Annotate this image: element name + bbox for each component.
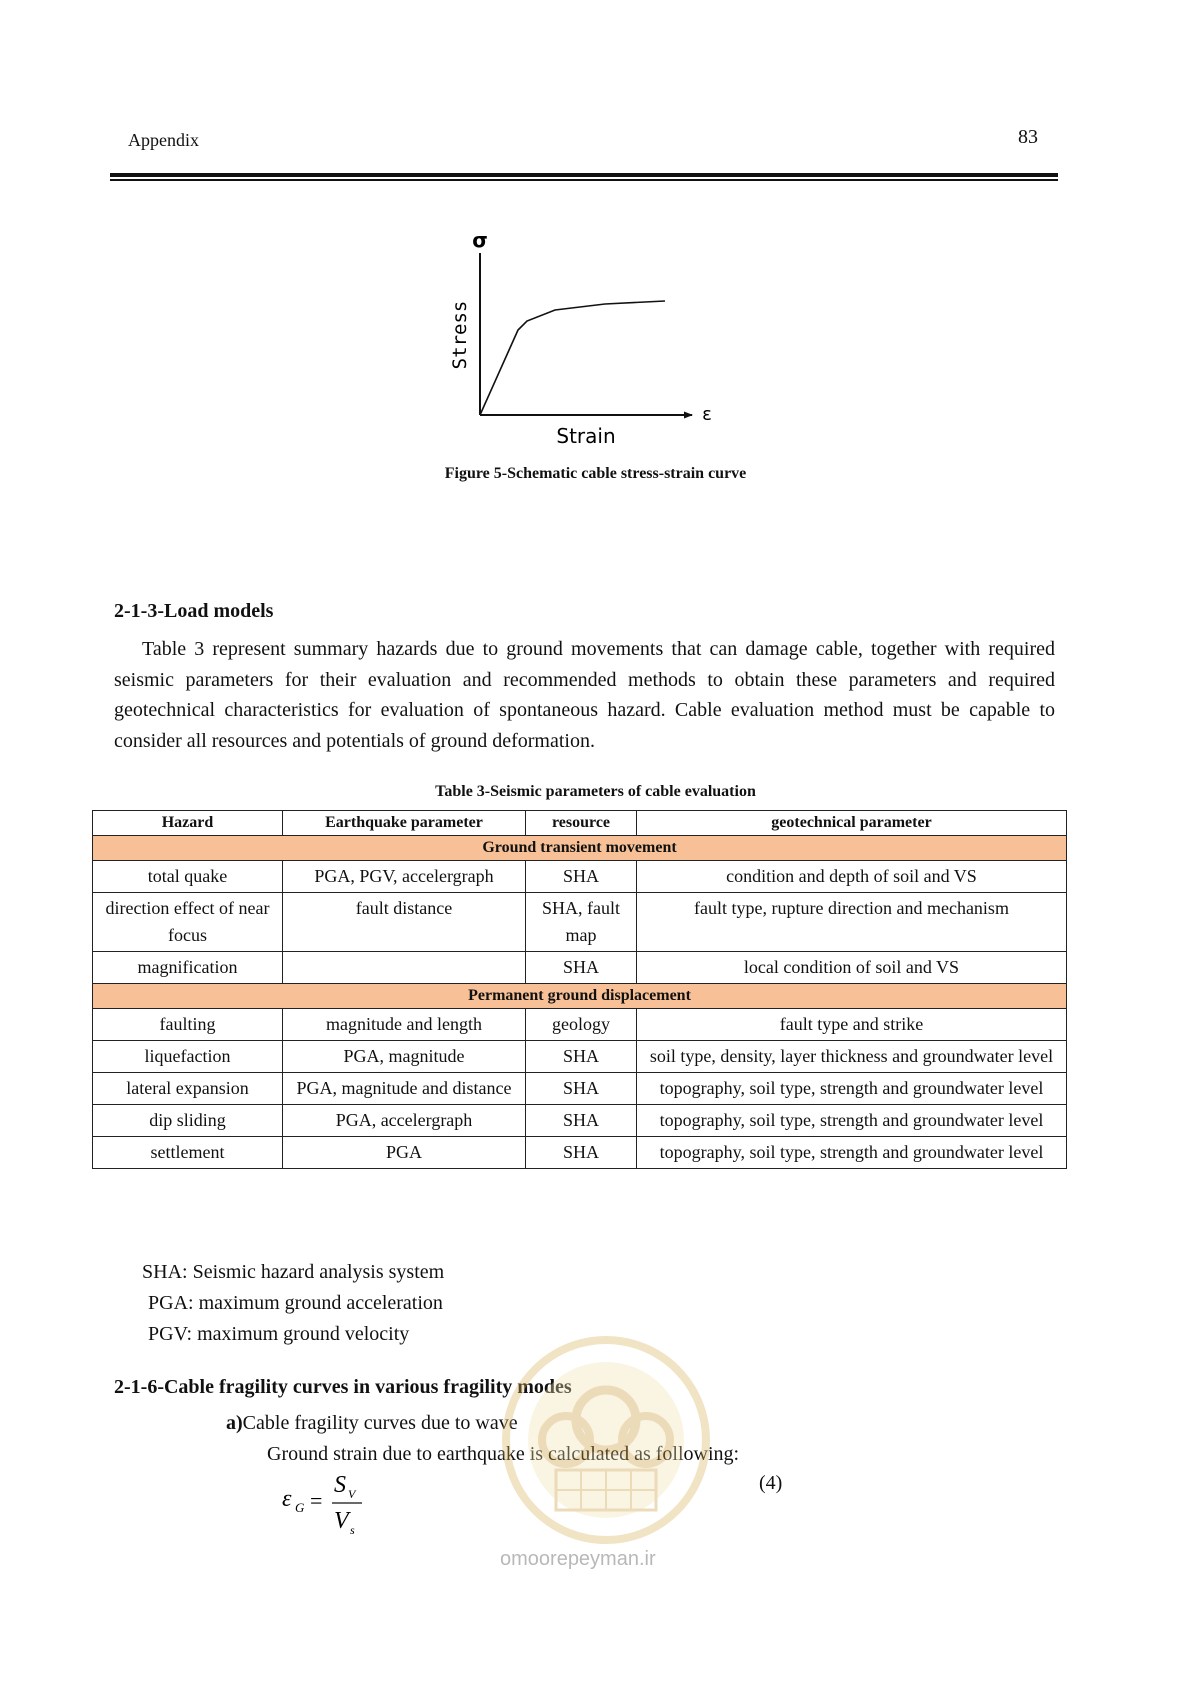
table-row <box>93 1137 1067 1169</box>
eq-equals: = <box>310 1488 323 1513</box>
subsection-title: Cable fragility curves due to wave <box>242 1412 518 1434</box>
figure-caption: Figure 5-Schematic cable stress-strain curve <box>444 465 747 482</box>
watermark-text: omoorepeyman.ir <box>500 1548 656 1570</box>
cell-geotechnical-parameter: fault type and strike <box>637 1009 1067 1041</box>
cell-hazard: liquefaction <box>93 1041 283 1073</box>
eq-denominator-sub: s <box>350 1523 355 1537</box>
cell-resource: SHA <box>526 861 637 893</box>
table-section-row <box>93 836 1067 861</box>
cell-resource: SHA <box>526 952 637 984</box>
cell-geotechnical-parameter: fault type, rupture direction and mechanism <box>637 893 1067 952</box>
section-ground-transient: Ground transient movement <box>93 836 1067 861</box>
section-heading-load-models: 2-1-3-Load models <box>114 600 274 622</box>
cell-hazard: faulting <box>93 1009 283 1041</box>
cell-geotechnical-parameter: soil type, density, layer thickness and groundwater level <box>637 1041 1067 1073</box>
subsection-a <box>226 1412 518 1435</box>
section-permanent-displacement: Permanent ground displacement <box>93 984 1067 1009</box>
cell-earthquake-parameter: fault distance <box>283 893 526 952</box>
header-geotechnical-parameter: geotechnical parameter <box>637 811 1067 836</box>
header-resource: resource <box>526 811 637 836</box>
sigma-symbol: σ <box>472 228 488 252</box>
page-number: 83 <box>1018 126 1038 148</box>
cell-resource: SHA <box>526 1041 637 1073</box>
eq-lhs: ε <box>282 1486 292 1512</box>
eq-numerator-sub: V <box>348 1487 356 1501</box>
section-heading-fragility: 2-1-6-Cable fragility curves in various fragility modes <box>114 1376 572 1398</box>
cell-resource: SHA, fault map <box>526 893 637 952</box>
table-row <box>93 893 1067 952</box>
note-pga: PGA: maximum ground acceleration <box>148 1292 443 1314</box>
cell-geotechnical-parameter: local condition of soil and VS <box>637 952 1067 984</box>
table-row <box>93 1009 1067 1041</box>
table-row <box>93 1041 1067 1073</box>
cell-earthquake-parameter: magnitude and length <box>283 1009 526 1041</box>
cell-earthquake-parameter: PGA, accelergraph <box>283 1105 526 1137</box>
body-paragraph: Table 3 represent summary hazards due to ground movements that can damage cable, together with required seismic parameters for their evaluation and recommended methods to obtain these parameters and required geotechnical characteristics for evaluation of spontaneous hazard. Cable evaluation method must be capable to consider all resources and potentials of ground deformation. <box>114 638 1055 752</box>
cell-resource: SHA <box>526 1137 637 1169</box>
table-section-row <box>93 984 1067 1009</box>
eq-lhs-sub: G <box>295 1500 305 1515</box>
eq-denominator: V <box>334 1508 349 1534</box>
cell-earthquake-parameter: PGA <box>283 1137 526 1169</box>
header-rule-thin <box>110 179 1058 181</box>
cell-hazard: dip sliding <box>93 1105 283 1137</box>
subsection-marker: a) <box>226 1412 243 1434</box>
eq-numerator: S <box>334 1472 346 1498</box>
seal-icon <box>496 1330 716 1550</box>
y-axis-label: Stress <box>449 300 471 370</box>
cell-geotechnical-parameter: condition and depth of soil and VS <box>637 861 1067 893</box>
table-row <box>93 952 1067 984</box>
x-axis-arrow <box>684 412 693 419</box>
table-row <box>93 861 1067 893</box>
cell-hazard: total quake <box>93 861 283 893</box>
cell-geotechnical-parameter: topography, soil type, strength and groundwater level <box>637 1137 1067 1169</box>
cell-earthquake-parameter: PGA, magnitude <box>283 1041 526 1073</box>
equation-number: (4) <box>759 1472 783 1494</box>
stress-strain-figure <box>430 225 740 455</box>
cell-resource: SHA <box>526 1073 637 1105</box>
note-pgv: PGV: maximum ground velocity <box>148 1323 410 1345</box>
header-rule-thick <box>110 173 1058 177</box>
table-caption: Table 3-Seismic parameters of cable evaluation <box>435 783 756 800</box>
cell-resource: SHA <box>526 1105 637 1137</box>
cell-earthquake-parameter <box>283 952 526 984</box>
stress-strain-svg <box>430 225 740 455</box>
equation-svg <box>270 1470 390 1540</box>
cell-hazard: direction effect of near focus <box>93 893 283 952</box>
epsilon-symbol: ε <box>702 404 712 425</box>
table-row <box>93 1105 1067 1137</box>
note-sha: SHA: Seismic hazard analysis system <box>142 1261 445 1283</box>
ground-strain-equation <box>270 1470 390 1540</box>
cell-geotechnical-parameter: topography, soil type, strength and groundwater level <box>637 1105 1067 1137</box>
strain-intro-line: Ground strain due to earthquake is calculated as following: <box>267 1443 740 1465</box>
cell-resource: geology <box>526 1009 637 1041</box>
seismic-parameters-table <box>92 810 1067 1169</box>
cell-geotechnical-parameter: topography, soil type, strength and groundwater level <box>637 1073 1067 1105</box>
x-axis-label: Strain <box>556 424 616 448</box>
table-header-row <box>93 811 1067 836</box>
header-earthquake-parameter: Earthquake parameter <box>283 811 526 836</box>
cell-hazard: magnification <box>93 952 283 984</box>
stress-strain-curve <box>480 301 665 415</box>
cell-earthquake-parameter: PGA, magnitude and distance <box>283 1073 526 1105</box>
running-header: Appendix <box>128 130 199 150</box>
cell-hazard: settlement <box>93 1137 283 1169</box>
table-row <box>93 1073 1067 1105</box>
cell-earthquake-parameter: PGA, PGV, accelergraph <box>283 861 526 893</box>
header-hazard: Hazard <box>93 811 283 836</box>
cell-hazard: lateral expansion <box>93 1073 283 1105</box>
